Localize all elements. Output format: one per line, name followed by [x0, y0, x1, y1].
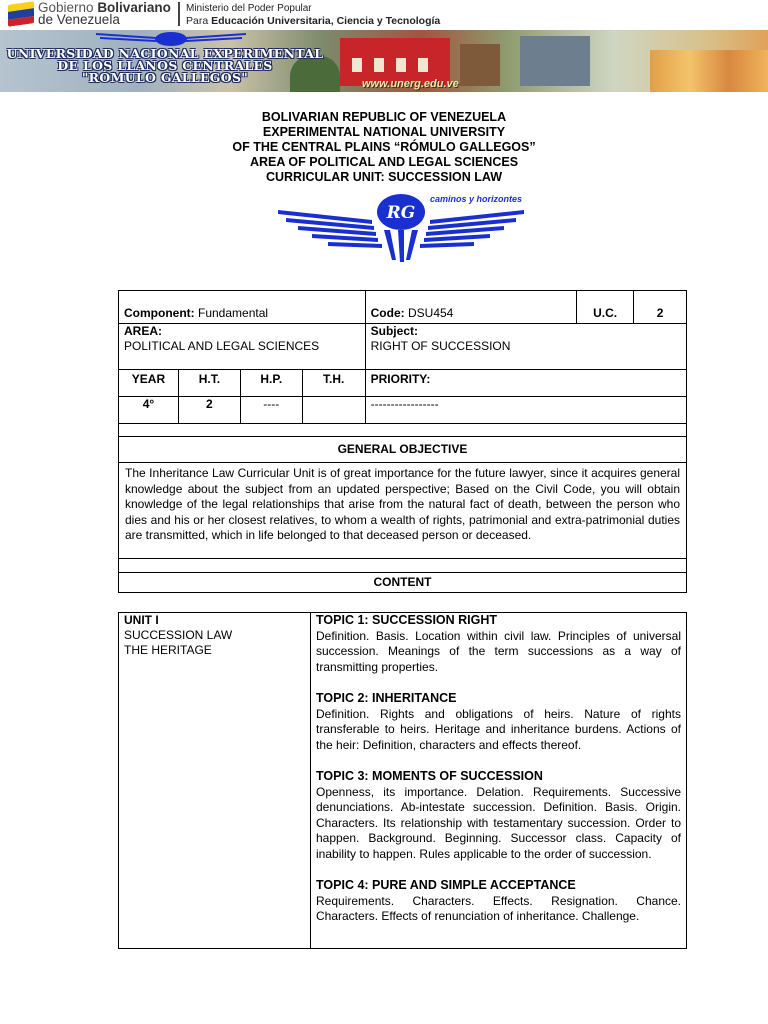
course-info-table [118, 290, 687, 593]
area-label: AREA: [124, 324, 162, 338]
unit-topics-cell [311, 613, 687, 949]
subject-value: RIGHT OF SUCCESSION [370, 339, 511, 353]
topic-item [316, 613, 681, 675]
content-heading: CONTENT [119, 573, 687, 593]
logo-tagline: caminos y horizontes [430, 194, 523, 204]
area-value: POLITICAL AND LEGAL SCIENCES [124, 339, 320, 353]
topic-body: Openness, its importance. Delation. Requirements. Successive denunciations. Ab-intestate succession. Definition. Basis. Origin. Characters. Its relationship with testamentary succession. Order to happen. Background. Beginning. Successor class. Capacity of inability to happen. Rules applicable to the order of succession. [316, 784, 681, 861]
header-divider [178, 2, 180, 26]
logo-initials: RG [386, 203, 416, 223]
unit-line-2: THE HERITAGE [124, 643, 212, 657]
uc-value: 2 [634, 291, 687, 324]
topic-title: TOPIC 4: PURE AND SIMPLE ACCEPTANCE [316, 878, 576, 892]
heading-line-3: OF THE CENTRAL PLAINS “RÓMULO GALLEGOS” [232, 140, 536, 154]
topic-body: Definition. Rights and obligations of heirs. Nature of rights transferable to heirs. Heritage and inheritance burdens. Actions of the heir: Definition, characters and effects thereof. [316, 706, 681, 752]
general-objective-heading: GENERAL OBJECTIVE [119, 437, 687, 463]
topic-item [316, 691, 681, 753]
ministry-prefix: Para [186, 15, 209, 27]
subject-label: Subject: [370, 324, 418, 338]
uc-label: U.C. [577, 291, 634, 324]
component-label: Component: [124, 306, 195, 320]
general-objective-text: The Inheritance Law Curricular Unit is of great importance for the future lawyer, since it acquires general knowledge about the subject from an updated perspective; Based on the Civil Code, you will obtain knowledge of the legal relationships that arise from the natural fact of death, between the person who dies and his or her closest relatives, to whom a wealth of rights, patrimonial and extra-patrimonial duties are transmitted, which in life belonged to that deceased person or deceased. [119, 463, 687, 559]
year-value: 4° [119, 397, 179, 424]
university-url: www.unerg.edu.ve [362, 78, 459, 90]
banner-students-photo [650, 50, 768, 92]
year-label: YEAR [119, 370, 179, 397]
gov-text-1: Gobierno [38, 0, 94, 15]
topic-title: TOPIC 1: SUCCESSION RIGHT [316, 613, 498, 627]
topic-body: Requirements. Characters. Effects. Resignation. Chance. Characters. Effects of renunciation of inheritance. Challenge. [316, 893, 681, 923]
topic-item [316, 769, 681, 862]
heading-line-2: EXPERIMENTAL NATIONAL UNIVERSITY [262, 125, 506, 139]
code-value: DSU454 [407, 306, 454, 320]
heading-line-1: BOLIVARIAN REPUBLIC OF VENEZUELA [261, 110, 507, 124]
heading-line-4: AREA OF POLITICAL AND LEGAL SCIENCES [249, 155, 519, 169]
university-rg-logo-icon [276, 190, 526, 262]
topic-title: TOPIC 2: INHERITANCE [316, 691, 457, 705]
topic-title: TOPIC 3: MOMENTS OF SUCCESSION [316, 769, 543, 783]
subject-cell [365, 324, 686, 370]
unit-line-1: SUCCESSION LAW [124, 628, 233, 642]
priority-value: ----------------- [365, 397, 686, 424]
th-value [302, 397, 365, 424]
unit-title: UNIT I [124, 613, 159, 627]
th-label: T.H. [302, 370, 365, 397]
topic-body: Definition. Basis. Location within civil law. Principles of universal succession. Meanings of the term successions as a way of transmitting properties. [316, 628, 681, 674]
gov-text-3: de Venezuela [38, 12, 120, 27]
ht-label: H.T. [178, 370, 240, 397]
government-header [0, 0, 768, 30]
ht-value: 2 [178, 397, 240, 424]
spacer-row [119, 424, 687, 437]
hp-label: H.P. [240, 370, 302, 397]
ministry-line-2 [186, 15, 440, 27]
university-banner [0, 30, 768, 92]
topic-item [316, 878, 681, 925]
banner-photo-3 [520, 36, 590, 86]
venezuela-flag-icon [8, 1, 34, 27]
heading-line-5: CURRICULAR UNIT: SUCCESSION LAW [265, 170, 503, 184]
university-name [0, 48, 330, 84]
area-cell [119, 324, 366, 370]
hp-value: ---- [240, 397, 302, 424]
unit-content-table [118, 612, 687, 949]
document-heading [0, 110, 768, 185]
component-value: Fundamental [198, 306, 269, 320]
government-logo-text [38, 2, 171, 26]
code-label: Code: [370, 306, 405, 320]
code-cell [365, 291, 577, 324]
ministry-name: Educación Universitaria, Ciencia y Tecnología [211, 15, 441, 27]
ministry-line-1: Ministerio del Poder Popular [186, 3, 312, 14]
university-name-line-1: UNIVERSIDAD NACIONAL EXPERIMENTAL [6, 46, 324, 61]
university-name-line-3: "RÓMULO GALLEGOS" [81, 70, 249, 85]
unit-title-cell [119, 613, 311, 949]
priority-label: PRIORITY: [365, 370, 686, 397]
university-name-line-2: DE LOS LLANOS CENTRALES [57, 58, 273, 73]
component-cell [119, 291, 366, 324]
spacer-row [119, 559, 687, 573]
ministry-text [186, 3, 440, 27]
gov-text-2: Bolivariano [97, 0, 171, 15]
banner-photo-2 [460, 44, 500, 86]
